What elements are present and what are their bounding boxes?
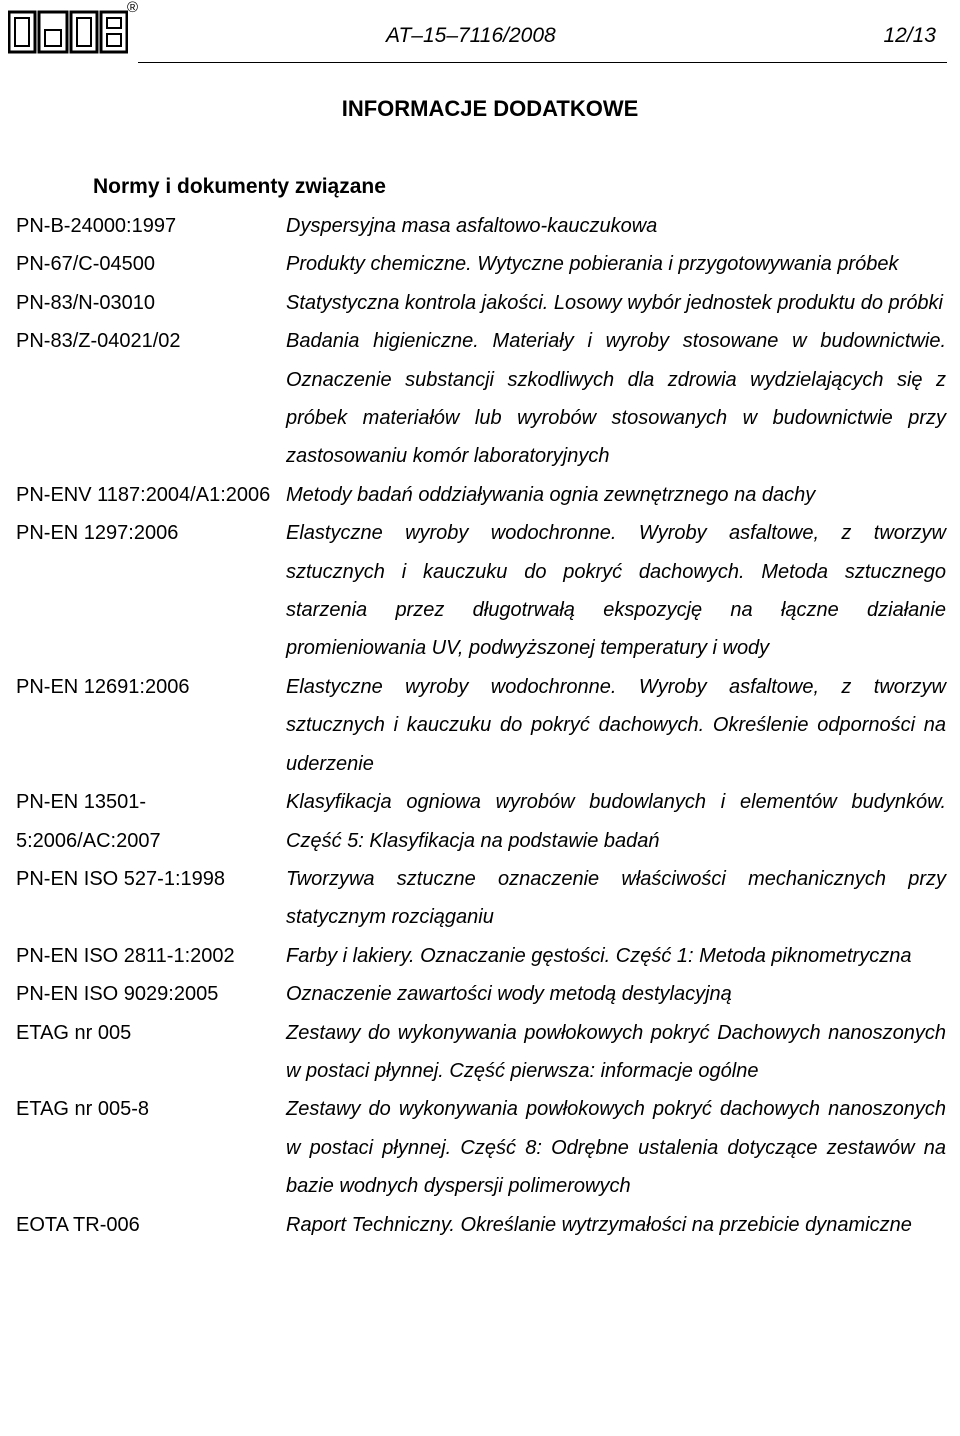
norm-row [16,245,946,283]
norm-row [16,284,946,322]
norm-code: PN-EN 12691:2006 [16,675,190,698]
norm-code: PN-EN 1297:2006 [16,522,179,545]
norm-description: Metody badań oddziaływania ognia zewnętrznego na dachy [286,483,816,506]
header-rule [138,62,947,63]
norm-row [16,1206,946,1244]
itb-logo [8,6,128,54]
norm-description: Elastyczne wyroby wodochronne. Wyroby asfaltowe, z tworzyw sztucznych i kauczuku do pokryć dachowych. Metoda sztucznego starzenia przez długotrwałą ekspozycję na łączne działanie promieniowania UV, podwyższonej temperatury i wody [286,522,946,660]
norm-row [16,1090,946,1205]
norm-row [16,783,946,860]
page-header [0,0,960,70]
norm-code: ETAG nr 005-8 [16,1098,150,1121]
norm-description: Elastyczne wyroby wodochronne. Wyroby asfaltowe, z tworzyw sztucznych i kauczuku do pokryć dachowych. Określenie odporności na uderzenie [286,675,946,775]
norms-list [16,207,946,1244]
norm-row [16,514,946,668]
norm-row [16,322,946,476]
norm-description: Statystyczna kontrola jakości. Losowy wybór jednostek produktu do próbki [286,291,944,314]
norm-row [16,476,946,514]
norm-code: EOTA TR-006 [16,1213,140,1236]
norm-row [16,860,946,937]
section-title: INFORMACJE DODATKOWE [341,96,639,121]
norm-description: Zestawy do wykonywania powłokowych pokryć dachowych nanoszonych w postaci płynnej. Część 8: Odrębne ustalenia dotyczące zestawów na bazie wodnych dyspersji polimerowych [286,1098,946,1198]
norm-row [16,1014,946,1091]
norm-code: PN-83/Z-04021/02 [16,330,181,353]
norm-description: Farby i lakiery. Oznaczanie gęstości. Część 1: Metoda piknometryczna [286,944,912,967]
norm-description: Tworzywa sztuczne oznaczenie właściwości mechanicznych przy statycznym rozciąganiu [286,867,946,929]
norm-row [16,207,946,245]
norm-code: PN-B-24000:1997 [16,215,177,237]
norm-code: PN-ENV 1187:2004/A1:2006 [16,483,271,506]
norm-description: Oznaczenie zawartości wody metodą destylacyjną [286,983,732,1006]
page-number: 12/13 [883,24,936,47]
norm-description: Zestawy do wykonywania powłokowych pokryć Dachowych nanoszonych w postaci płynnej. Część pierwsza: informacje ogólne [286,1021,946,1082]
norm-description: Produkty chemiczne. Wytyczne pobierania i przygotowywania próbek [286,253,899,276]
norm-code: PN-67/C-04500 [16,253,155,276]
norm-code: PN-EN ISO 2811-1:2002 [16,944,235,967]
norm-description: Klasyfikacja ogniowa wyrobów budowlanych i elementów budynków. Część 5: Klasyfikacja na podstawie badań [286,791,946,852]
norm-code: PN-EN 13501-5:2006/AC:2007 [16,791,161,852]
document-id: AT–15–7116/2008 [386,24,556,47]
norm-row [16,937,946,975]
norm-description: Dyspersyjna masa asfaltowo-kauczukowa [286,215,658,237]
section-subtitle: Normy i dokumenty związane [93,175,386,198]
norm-row [16,975,946,1013]
norm-row [16,668,946,783]
norm-code: PN-EN ISO 527-1:1998 [16,867,225,890]
norm-description: Badania higieniczne. Materiały i wyroby stosowane w budownictwie. Oznaczenie substancji szkodliwych dla zdrowia wydzielających się z próbek materiałów lub wyrobów stosowanych w budownictwie przy zastosowaniu komór laboratoryjnych [286,330,946,468]
norm-code: PN-83/N-03010 [16,291,155,314]
registered-mark: ® [127,0,139,16]
norm-description: Raport Techniczny. Określanie wytrzymałości na przebicie dynamiczne [286,1213,912,1236]
norm-code: PN-EN ISO 9029:2005 [16,983,219,1006]
norm-code: ETAG nr 005 [16,1021,132,1044]
